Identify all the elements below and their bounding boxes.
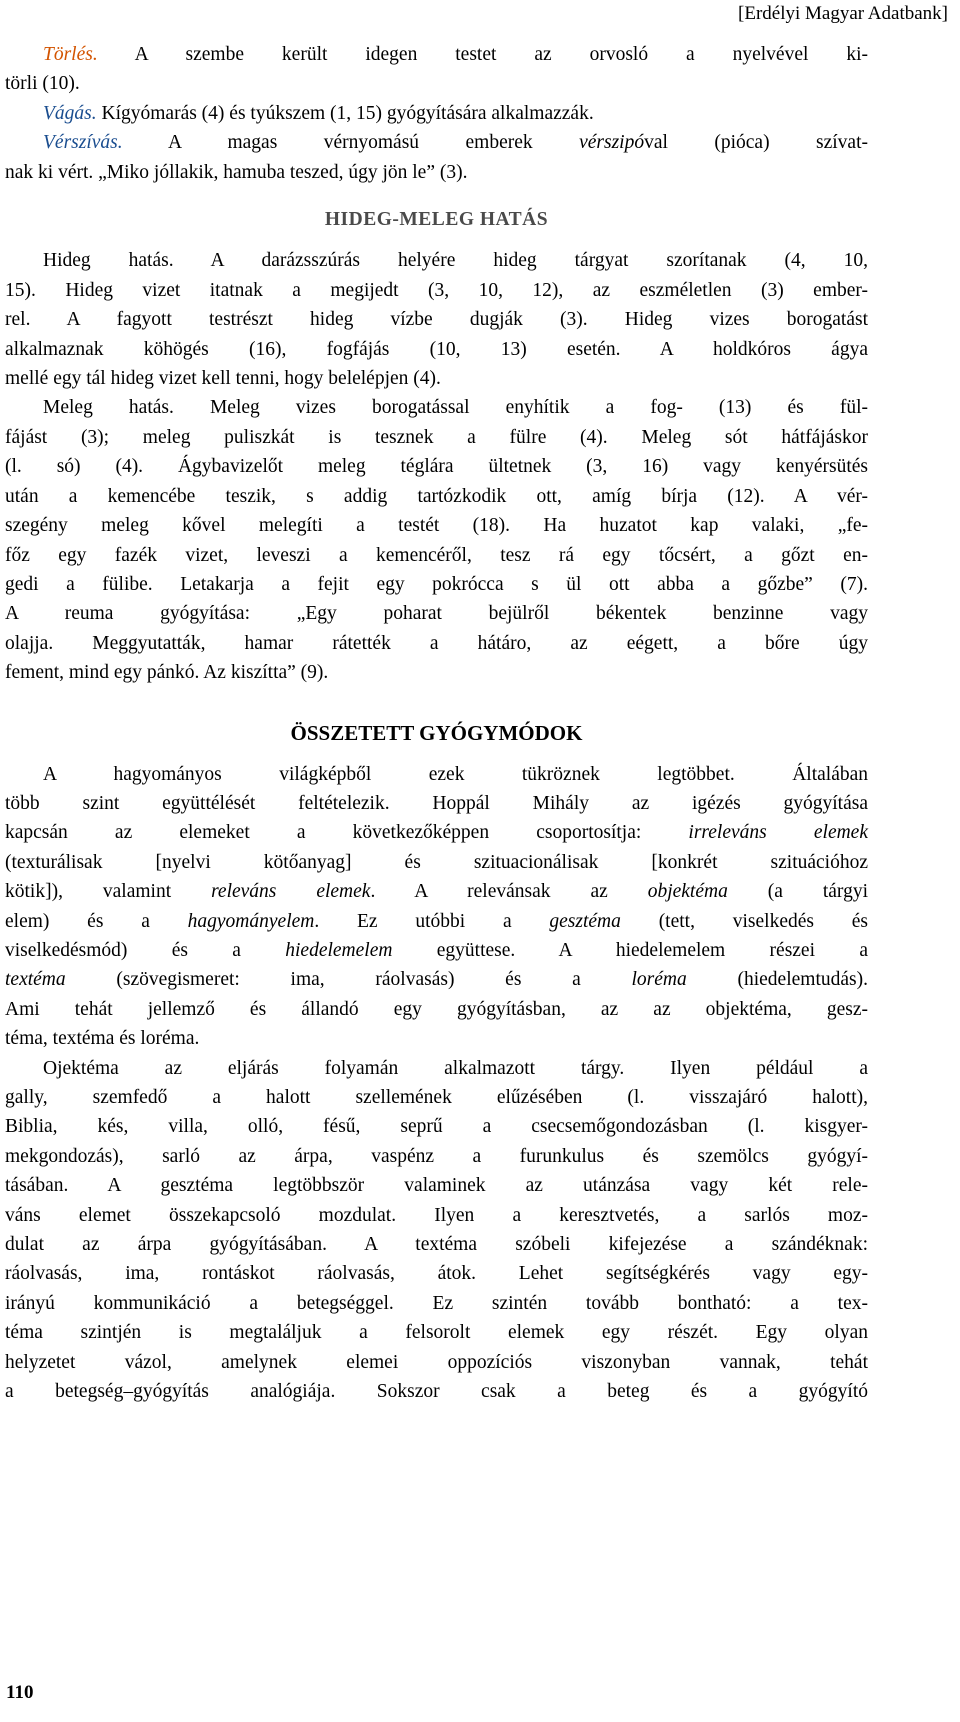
text: nak ki vért. „Miko jóllakik, hamuba teszed, úgy jön le” (3). bbox=[5, 161, 468, 183]
line bbox=[5, 936, 868, 965]
text: elem) és a bbox=[5, 910, 188, 932]
text: kapcsán az elemeket a következőképpen csoportosítja: bbox=[5, 822, 689, 844]
term: loréma bbox=[631, 969, 687, 991]
term: hagyományelem bbox=[187, 910, 315, 932]
line: után a kemencébe teszik, s addig tartózkodik ott, amíg bírja (12). A vér- bbox=[5, 485, 868, 507]
term-verszipo: vérszipó bbox=[579, 132, 645, 154]
text: (hiedelemtudás). bbox=[686, 969, 868, 991]
paragraph-verszivas-cont bbox=[5, 158, 868, 187]
line: téma, textéma és loréma. bbox=[5, 1028, 200, 1050]
line: gedi a fülibe. Letakarja a fejit egy pokrócca s ül ott abba a gőzbe” (7). bbox=[5, 573, 868, 595]
paragraph-torles bbox=[5, 40, 868, 69]
line: Ami tehát jellemző és állandó egy gyógyításban, az az objektéma, gesz- bbox=[5, 998, 868, 1020]
paragraph-vagas bbox=[5, 99, 868, 128]
text: val (pióca) szívat- bbox=[644, 132, 868, 154]
text: kötik]), valamint bbox=[5, 881, 212, 903]
line: Biblia, kés, villa, olló, fésű, seprű a csecsemőgondozásban (l. kisgyer- bbox=[5, 1116, 868, 1138]
line: szegény meleg kővel melegíti a testét (18). Ha huzatot kap valaki, „fe- bbox=[5, 515, 868, 537]
paragraph-verszivas bbox=[5, 128, 868, 157]
page-body bbox=[5, 40, 868, 1406]
text: viselkedésmód) és a bbox=[5, 939, 286, 961]
section-heading-osszetett: ÖSSZETETT GYÓGYMÓDOK bbox=[290, 720, 583, 745]
line: több szint együttélését feltételezik. Hoppál Mihály az igézés gyógyítása bbox=[5, 792, 868, 814]
line: (l. só) (4). Ágybavizelőt meleg téglára ültetnek (3, 16) vagy kenyérsütés bbox=[5, 456, 868, 478]
line: irányú kommunikáció a betegséggel. Ez szintén tovább bontható: a tex- bbox=[5, 1292, 868, 1314]
text: . A relevánsak az bbox=[370, 881, 648, 903]
section-heading-hideg-meleg: HIDEG-MELEG HATÁS bbox=[324, 209, 549, 231]
line: Meleg hatás. Meleg vizes borogatással enyhítik a fog- (13) és fül- bbox=[43, 397, 868, 419]
text: A szembe került idegen testet az orvosló a nyelvével ki- bbox=[97, 44, 868, 65]
line: mekgondozás), sarló az árpa, vaspénz a furunkulus és szemölcs gyógyí- bbox=[5, 1145, 868, 1167]
line: tásában. A gesztéma legtöbbször valaminek az utánzása vagy két rele- bbox=[5, 1175, 868, 1197]
line: olajja. Meggyutatták, hamar rátették a hátáro, az eégett, a bőre úgy bbox=[5, 632, 868, 654]
line: váns elemet összekapcsoló mozdulat. Ilyen a keresztvetés, a sarlós moz- bbox=[5, 1204, 868, 1226]
line: Hideg hatás. A darázsszúrás helyére hideg tárgyat szorítanak (4, 10, bbox=[43, 250, 868, 272]
text: törli (10). bbox=[5, 73, 80, 95]
term-vagas: Vágás. bbox=[43, 102, 97, 124]
text: együttese. A hiedelemelem részei a bbox=[392, 939, 868, 961]
line bbox=[5, 907, 868, 936]
line: dulat az árpa gyógyításában. A textéma szóbeli kifejezése a szándéknak: bbox=[5, 1234, 868, 1256]
line: rel. A fagyott testrészt hideg vízbe dugják (3). Hideg vizes borogatást bbox=[5, 309, 868, 331]
line: ráolvasás, ima, rontáskot ráolvasás, átok. Lehet segítségkérés vagy egy- bbox=[5, 1263, 868, 1285]
text: (a tárgyi bbox=[727, 881, 868, 903]
line bbox=[5, 818, 868, 847]
term: irreleváns elemek bbox=[688, 822, 868, 844]
term: textéma bbox=[5, 969, 66, 991]
line: fájást (3); meleg puliszkát is tesznek a fülre (4). Meleg sót hátfájáskor bbox=[5, 426, 868, 448]
line: mellé egy tál hideg vizet kell tenni, hogy belelépjen (4). bbox=[5, 368, 441, 390]
running-header: [Erdélyi Magyar Adatbank] bbox=[738, 3, 948, 24]
line: főz egy fazék vizet, leveszi a kemencéről, tesz rá egy tőcsért, a gőzt en- bbox=[5, 544, 868, 566]
line: (texturálisak [nyelvi kötőanyag] és szituacionálisak [konkrét szituációhoz bbox=[5, 851, 868, 873]
line bbox=[5, 965, 868, 994]
line: 15). Hideg vizet itatnak a megijedt (3, 10, 12), az eszméletlen (3) ember- bbox=[5, 279, 868, 301]
page-number: 110 bbox=[6, 1682, 34, 1703]
text: A magas vérnyomású emberek bbox=[122, 132, 580, 154]
line: alkalmaznak köhögés (16), fogfájás (10, 13) esetén. A holdkóros ágya bbox=[5, 338, 868, 360]
text: . Ez utóbbi a bbox=[314, 910, 550, 932]
text: (tett, viselkedés és bbox=[620, 910, 868, 932]
line: téma szintjén is megtaláljuk a felsorolt elemek egy részét. Egy olyan bbox=[5, 1322, 868, 1344]
term: releváns elemek bbox=[211, 881, 371, 903]
line: helyzetet vázol, amelynek elemei oppozíciós viszonyban vannak, tehát bbox=[5, 1351, 868, 1373]
term: gesztéma bbox=[549, 910, 621, 932]
line: A reuma gyógyítása: „Egy poharat bejülről békentek benzinne vagy bbox=[5, 603, 868, 625]
text: (szövegismeret: ima, ráolvasás) és a bbox=[65, 969, 632, 991]
line: Ojektéma az eljárás folyamán alkalmazott tárgy. Ilyen például a bbox=[43, 1057, 868, 1079]
line: a betegség–gyógyítás analógiája. Sokszor csak a beteg és a gyógyító bbox=[5, 1381, 868, 1403]
line bbox=[5, 877, 868, 906]
paragraph-torles-cont bbox=[5, 69, 868, 98]
text: Kígyómarás (4) és tyúkszem (1, 15) gyógyítására alkalmazzák. bbox=[96, 102, 594, 124]
line: gally, szemfedő a halott szellemének elűzésében (l. visszajáró halott), bbox=[5, 1087, 868, 1108]
line: A hagyományos világképből ezek tükröznek legtöbbet. Általában bbox=[43, 763, 868, 785]
term: objektéma bbox=[647, 881, 728, 903]
term: hiedelemelem bbox=[285, 939, 393, 961]
term-torles: Törlés. bbox=[43, 44, 98, 65]
term-verszivas: Vérszívás. bbox=[43, 132, 123, 154]
line: fement, mind egy pánkó. Az kiszítta” (9). bbox=[5, 662, 329, 684]
